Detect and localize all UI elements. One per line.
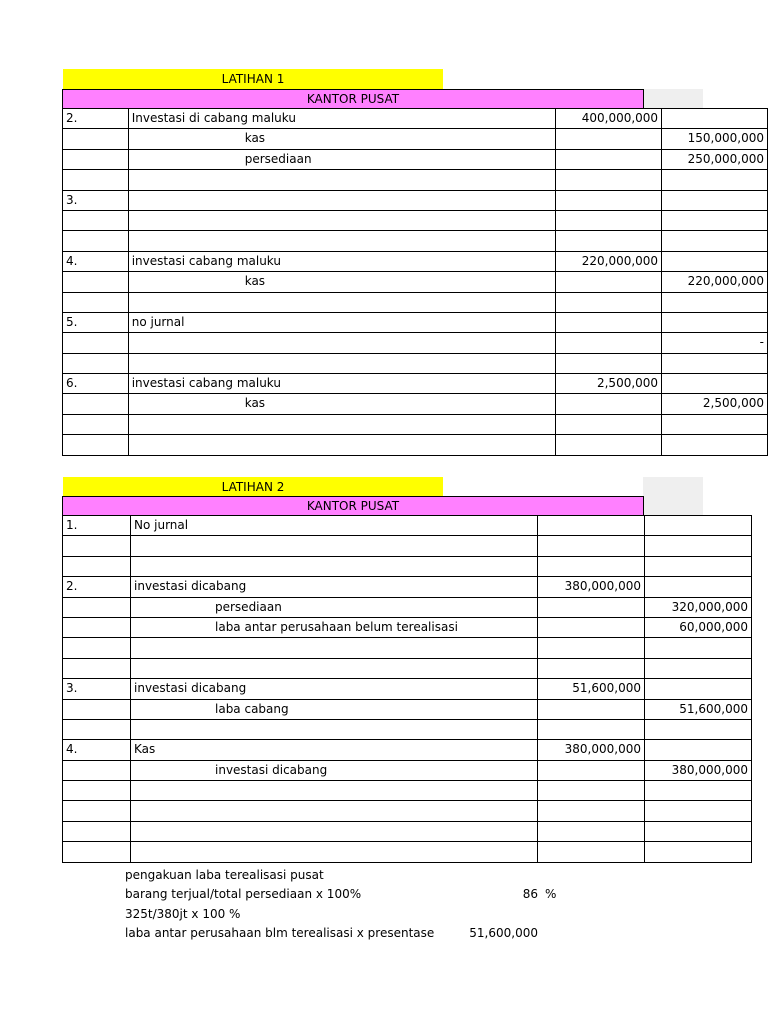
entry-number-cell[interactable] bbox=[63, 638, 131, 658]
account-description-cell[interactable]: kas bbox=[128, 394, 555, 414]
entry-number-cell[interactable] bbox=[63, 801, 131, 821]
journal-row bbox=[63, 374, 768, 394]
debit-amount-cell[interactable] bbox=[556, 394, 662, 414]
journal-row bbox=[63, 109, 768, 129]
account-description-cell[interactable]: kas bbox=[128, 129, 555, 149]
entry-number-cell[interactable] bbox=[63, 658, 131, 678]
debit-amount-cell[interactable] bbox=[556, 190, 662, 210]
debit-amount-cell[interactable] bbox=[538, 801, 645, 821]
journal-row bbox=[63, 658, 752, 678]
journal-row bbox=[63, 170, 768, 190]
account-description-cell[interactable] bbox=[128, 414, 555, 434]
entry-number-cell[interactable] bbox=[63, 170, 129, 190]
debit-amount-cell[interactable] bbox=[538, 536, 645, 556]
entry-number-cell[interactable] bbox=[63, 617, 131, 637]
journal-row bbox=[63, 210, 768, 230]
debit-amount-cell[interactable] bbox=[538, 617, 645, 637]
credit-amount-cell[interactable] bbox=[645, 842, 752, 862]
account-description-cell[interactable] bbox=[131, 638, 538, 658]
entry-number-cell[interactable] bbox=[63, 414, 129, 434]
debit-amount-cell[interactable] bbox=[556, 231, 662, 251]
account-description-cell[interactable]: persediaan bbox=[128, 149, 555, 169]
entry-number-cell[interactable] bbox=[63, 556, 131, 576]
journal-row bbox=[63, 312, 768, 332]
journal-row bbox=[63, 740, 752, 760]
note-line-4: laba antar perusahaan blm terealisasi x presentase bbox=[125, 926, 435, 940]
credit-amount-cell[interactable] bbox=[645, 536, 752, 556]
journal-row bbox=[63, 679, 752, 699]
account-description-cell[interactable] bbox=[128, 292, 555, 312]
entry-number-cell[interactable] bbox=[63, 842, 131, 862]
debit-amount-cell[interactable] bbox=[538, 516, 645, 536]
entry-number-cell[interactable] bbox=[63, 394, 129, 414]
entry-number-cell[interactable] bbox=[63, 719, 131, 739]
debit-amount-cell[interactable]: 380,000,000 bbox=[538, 740, 645, 760]
entry-number-cell[interactable] bbox=[63, 597, 131, 617]
journal-row bbox=[63, 149, 768, 169]
account-description-cell[interactable] bbox=[131, 658, 538, 678]
debit-amount-cell[interactable] bbox=[556, 312, 662, 332]
debit-amount-cell[interactable]: 2,500,000 bbox=[556, 374, 662, 394]
account-description-cell[interactable]: Investasi di cabang maluku bbox=[128, 109, 555, 129]
credit-amount-cell[interactable]: 51,600,000 bbox=[645, 699, 752, 719]
credit-amount-cell[interactable] bbox=[645, 740, 752, 760]
account-description-cell[interactable] bbox=[131, 821, 538, 841]
credit-amount-cell[interactable] bbox=[662, 312, 768, 332]
credit-amount-cell[interactable] bbox=[662, 435, 768, 455]
account-description-cell[interactable]: investasi dicabang bbox=[131, 760, 538, 780]
credit-amount-cell[interactable] bbox=[645, 821, 752, 841]
debit-amount-cell[interactable] bbox=[538, 556, 645, 576]
journal-row bbox=[63, 577, 752, 597]
account-description-cell[interactable] bbox=[131, 842, 538, 862]
journal-row bbox=[63, 516, 752, 536]
journal-row bbox=[63, 842, 752, 862]
debit-amount-cell[interactable] bbox=[556, 414, 662, 434]
credit-amount-cell[interactable] bbox=[645, 556, 752, 576]
account-description-cell[interactable]: investasi dicabang bbox=[131, 577, 538, 597]
credit-amount-cell[interactable] bbox=[662, 170, 768, 190]
account-description-cell[interactable]: investasi dicabang bbox=[131, 679, 538, 699]
account-description-cell[interactable] bbox=[131, 536, 538, 556]
credit-amount-cell[interactable]: 380,000,000 bbox=[645, 760, 752, 780]
credit-amount-cell[interactable] bbox=[645, 577, 752, 597]
debit-amount-cell[interactable] bbox=[538, 821, 645, 841]
journal-row bbox=[63, 353, 768, 373]
entry-number-cell[interactable] bbox=[63, 292, 129, 312]
journal-row bbox=[63, 556, 752, 576]
account-description-cell[interactable] bbox=[128, 435, 555, 455]
entry-number-cell[interactable] bbox=[63, 210, 129, 230]
debit-amount-cell[interactable] bbox=[556, 170, 662, 190]
journal-row bbox=[63, 231, 768, 251]
note-line-1: pengakuan laba terealisasi pusat bbox=[125, 868, 324, 882]
entry-number-cell[interactable] bbox=[63, 536, 131, 556]
entry-number-cell[interactable]: 4. bbox=[63, 251, 129, 271]
entry-number-cell[interactable] bbox=[63, 781, 131, 801]
journal-row bbox=[63, 129, 768, 149]
account-description-cell[interactable]: No jurnal bbox=[131, 516, 538, 536]
account-description-cell[interactable] bbox=[128, 333, 555, 353]
account-description-cell[interactable] bbox=[128, 190, 555, 210]
journal-row bbox=[63, 801, 752, 821]
credit-amount-cell[interactable]: 150,000,000 bbox=[662, 129, 768, 149]
debit-amount-cell[interactable] bbox=[556, 435, 662, 455]
entry-number-cell[interactable]: 6. bbox=[63, 374, 129, 394]
account-description-cell[interactable] bbox=[131, 719, 538, 739]
entry-number-cell[interactable] bbox=[63, 231, 129, 251]
account-description-cell[interactable] bbox=[131, 781, 538, 801]
account-description-cell[interactable]: investasi cabang maluku bbox=[128, 251, 555, 271]
debit-amount-cell[interactable] bbox=[538, 597, 645, 617]
entry-number-cell[interactable] bbox=[63, 699, 131, 719]
note-line-3: 325t/380jt x 100 % bbox=[125, 907, 241, 921]
account-description-cell[interactable] bbox=[131, 801, 538, 821]
account-description-cell[interactable] bbox=[128, 353, 555, 373]
journal-row bbox=[63, 638, 752, 658]
credit-amount-cell[interactable] bbox=[662, 210, 768, 230]
journal-row bbox=[63, 333, 768, 353]
credit-amount-cell[interactable] bbox=[645, 781, 752, 801]
credit-amount-cell[interactable] bbox=[645, 679, 752, 699]
debit-amount-cell[interactable] bbox=[556, 272, 662, 292]
debit-amount-cell[interactable] bbox=[538, 842, 645, 862]
entry-number-cell[interactable] bbox=[63, 821, 131, 841]
credit-amount-cell[interactable]: 220,000,000 bbox=[662, 272, 768, 292]
note-line-2: barang terjual/total persediaan x 100% bbox=[125, 887, 362, 901]
journal-row bbox=[63, 435, 768, 455]
entry-number-cell[interactable]: 3. bbox=[63, 679, 131, 699]
account-description-cell[interactable] bbox=[128, 210, 555, 230]
credit-amount-cell[interactable]: 60,000,000 bbox=[645, 617, 752, 637]
credit-amount-cell[interactable] bbox=[662, 190, 768, 210]
latihan-2-journal-table bbox=[62, 515, 752, 863]
entry-number-cell[interactable] bbox=[63, 760, 131, 780]
account-description-cell[interactable]: laba cabang bbox=[131, 699, 538, 719]
account-description-cell[interactable] bbox=[128, 231, 555, 251]
debit-amount-cell[interactable] bbox=[556, 129, 662, 149]
debit-amount-cell[interactable] bbox=[556, 292, 662, 312]
latihan-2-title: LATIHAN 2 bbox=[63, 477, 443, 497]
credit-amount-cell[interactable]: 320,000,000 bbox=[645, 597, 752, 617]
journal-row bbox=[63, 414, 768, 434]
debit-amount-cell[interactable] bbox=[538, 658, 645, 678]
credit-amount-cell[interactable] bbox=[645, 801, 752, 821]
credit-amount-cell[interactable] bbox=[662, 374, 768, 394]
debit-amount-cell[interactable]: 51,600,000 bbox=[538, 679, 645, 699]
entry-number-cell[interactable]: 2. bbox=[63, 109, 129, 129]
entry-number-cell[interactable]: 5. bbox=[63, 312, 129, 332]
credit-amount-cell[interactable] bbox=[662, 109, 768, 129]
entry-number-cell[interactable]: 1. bbox=[63, 516, 131, 536]
latihan-1-title: LATIHAN 1 bbox=[63, 69, 443, 89]
entry-number-cell[interactable]: 2. bbox=[63, 577, 131, 597]
debit-amount-cell[interactable]: 220,000,000 bbox=[556, 251, 662, 271]
credit-amount-cell[interactable] bbox=[662, 414, 768, 434]
journal-row bbox=[63, 597, 752, 617]
entry-number-cell[interactable] bbox=[63, 272, 129, 292]
account-description-cell[interactable]: Kas bbox=[131, 740, 538, 760]
debit-amount-cell[interactable]: 400,000,000 bbox=[556, 109, 662, 129]
entry-number-cell[interactable] bbox=[63, 129, 129, 149]
credit-amount-cell[interactable] bbox=[645, 516, 752, 536]
note-line-4-value: 51,600,000 bbox=[469, 926, 538, 940]
debit-amount-cell[interactable] bbox=[538, 638, 645, 658]
credit-amount-cell[interactable]: 2,500,000 bbox=[662, 394, 768, 414]
journal-row bbox=[63, 719, 752, 739]
account-description-cell[interactable]: kas bbox=[128, 272, 555, 292]
debit-amount-cell[interactable] bbox=[538, 781, 645, 801]
credit-amount-cell[interactable] bbox=[662, 292, 768, 312]
latihan-1-journal-table bbox=[62, 108, 768, 456]
entry-number-cell[interactable] bbox=[63, 333, 129, 353]
entry-number-cell[interactable]: 4. bbox=[63, 740, 131, 760]
credit-amount-cell[interactable] bbox=[645, 658, 752, 678]
credit-amount-cell[interactable]: - bbox=[662, 333, 768, 353]
debit-amount-cell[interactable] bbox=[538, 699, 645, 719]
journal-row bbox=[63, 760, 752, 780]
journal-row bbox=[63, 617, 752, 637]
journal-row bbox=[63, 292, 768, 312]
journal-row bbox=[63, 394, 768, 414]
note-line-2-unit: % bbox=[545, 887, 557, 901]
journal-row bbox=[63, 272, 768, 292]
journal-row bbox=[63, 190, 768, 210]
credit-amount-cell[interactable] bbox=[645, 719, 752, 739]
credit-amount-cell[interactable] bbox=[662, 231, 768, 251]
account-description-cell[interactable] bbox=[131, 556, 538, 576]
account-description-cell[interactable]: persediaan bbox=[131, 597, 538, 617]
debit-amount-cell[interactable] bbox=[556, 210, 662, 230]
debit-amount-cell[interactable] bbox=[538, 760, 645, 780]
journal-row bbox=[63, 699, 752, 719]
account-description-cell[interactable]: laba antar perusahaan belum terealisasi bbox=[131, 617, 538, 637]
journal-row bbox=[63, 251, 768, 271]
debit-amount-cell[interactable] bbox=[556, 333, 662, 353]
credit-amount-cell[interactable] bbox=[645, 638, 752, 658]
credit-amount-cell[interactable] bbox=[662, 353, 768, 373]
account-description-cell[interactable] bbox=[128, 170, 555, 190]
account-description-cell[interactable]: investasi cabang maluku bbox=[128, 374, 555, 394]
debit-amount-cell[interactable] bbox=[538, 719, 645, 739]
debit-amount-cell[interactable] bbox=[556, 149, 662, 169]
latihan-2-header: KANTOR PUSAT bbox=[62, 496, 644, 516]
latihan-1-header: KANTOR PUSAT bbox=[62, 89, 644, 109]
account-description-cell[interactable]: no jurnal bbox=[128, 312, 555, 332]
entry-number-cell[interactable] bbox=[63, 149, 129, 169]
journal-row bbox=[63, 536, 752, 556]
entry-number-cell[interactable] bbox=[63, 353, 129, 373]
debit-amount-cell[interactable]: 380,000,000 bbox=[538, 577, 645, 597]
journal-row bbox=[63, 781, 752, 801]
entry-number-cell[interactable] bbox=[63, 435, 129, 455]
note-line-2-value: 86 bbox=[522, 887, 538, 901]
entry-number-cell[interactable]: 3. bbox=[63, 190, 129, 210]
debit-amount-cell[interactable] bbox=[556, 353, 662, 373]
credit-amount-cell[interactable]: 250,000,000 bbox=[662, 149, 768, 169]
credit-amount-cell[interactable] bbox=[662, 251, 768, 271]
journal-row bbox=[63, 821, 752, 841]
